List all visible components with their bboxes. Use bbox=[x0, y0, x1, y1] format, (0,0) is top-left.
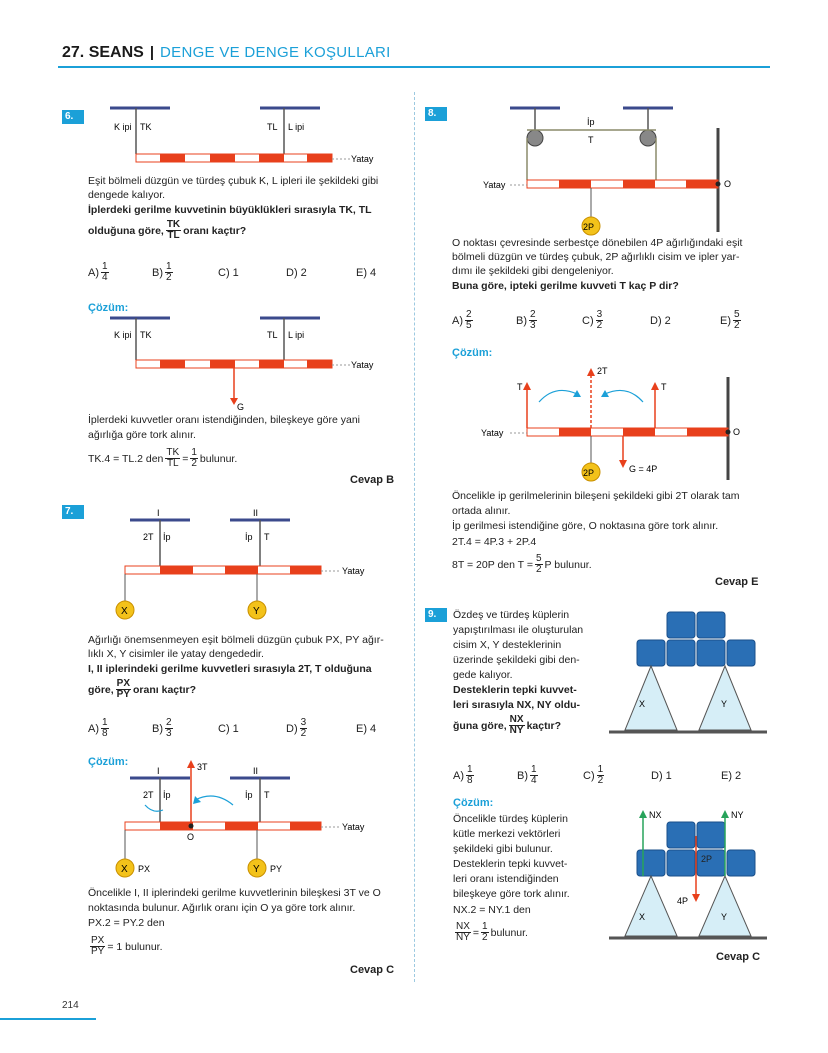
q8-text-1: O noktası çevresinde serbestçe dönebilen 4P ağırlığındaki eşit bbox=[452, 237, 743, 249]
q9-eq-num: NX bbox=[456, 921, 470, 932]
q8-opt-e-num: 5 bbox=[734, 309, 740, 320]
q9-eq-rn: 1 bbox=[482, 921, 488, 932]
q9-text-3: cisim X, Y desteklerinin bbox=[453, 639, 562, 651]
q9-figure bbox=[605, 610, 775, 745]
q6-option-c[interactable]: C) 1 bbox=[218, 266, 239, 279]
q6-sol-1: İplerdeki kuvvetler oranı istendiğinden, bileşkeye göre yani bbox=[88, 414, 360, 426]
q9-x: X bbox=[639, 699, 646, 709]
q9-sol-3: şekildeki gibi bulunur. bbox=[453, 843, 553, 855]
q8-option-b[interactable] bbox=[516, 310, 582, 331]
q9-opt-a-num: 1 bbox=[467, 764, 473, 775]
q9-opt-b-label: B) bbox=[517, 769, 528, 782]
sol-i-label: I bbox=[157, 766, 160, 776]
q6-options bbox=[88, 262, 376, 283]
footer-rule bbox=[0, 1018, 96, 1020]
sol-x: X bbox=[121, 864, 128, 875]
q6-eq-c: bulunur. bbox=[199, 452, 238, 465]
q9-b3b: kaçtır? bbox=[526, 719, 562, 732]
sol-k-ipi: K ipi bbox=[114, 330, 132, 340]
sol-t-left: T bbox=[517, 382, 523, 392]
q8-option-c[interactable] bbox=[582, 310, 650, 331]
q6-option-a[interactable] bbox=[88, 262, 152, 283]
q8-opt-c-den: 2 bbox=[596, 320, 603, 331]
q7-opt-a-label: A) bbox=[88, 722, 99, 735]
q7-opt-d-den: 2 bbox=[300, 728, 307, 739]
two-t-label: 2T bbox=[143, 532, 154, 542]
question-number-6: 6. bbox=[62, 110, 84, 124]
page-number: 214 bbox=[62, 1000, 79, 1011]
q6-equation bbox=[88, 448, 237, 469]
q7-opt-d-num: 3 bbox=[300, 717, 307, 728]
sol-q8-o: O bbox=[733, 427, 741, 437]
header-rule bbox=[58, 66, 770, 68]
q7-figure bbox=[115, 510, 395, 620]
q7-opt-a-num: 1 bbox=[102, 717, 108, 728]
sol-q8-2p: 2P bbox=[583, 468, 595, 478]
q9-sol-2: kütle merkezi vektörleri bbox=[453, 828, 561, 840]
q8-solution-title: Çözüm: bbox=[452, 347, 493, 359]
q6-eq-rd: 2 bbox=[191, 458, 197, 469]
sol-two-t: 2T bbox=[143, 790, 154, 800]
ny-label: NY bbox=[731, 810, 744, 820]
q7-eq-num: PX bbox=[91, 935, 105, 946]
q8-solution-figure bbox=[475, 362, 775, 482]
q6-eq-rn: 1 bbox=[191, 447, 197, 458]
q9-eq-rd: 2 bbox=[482, 932, 488, 943]
ii-label: II bbox=[253, 508, 259, 518]
sol-t-right: T bbox=[661, 382, 667, 392]
q6-text-1: Eşit bölmeli düzgün ve türdeş çubuk K, L ipleri ile şekildeki gibi bbox=[88, 175, 379, 187]
q8-t: T bbox=[588, 135, 594, 145]
q7-option-c[interactable]: C) 1 bbox=[218, 722, 239, 735]
q7-eq-b: = 1 bulunur. bbox=[107, 940, 163, 953]
q8-option-d[interactable]: D) 2 bbox=[650, 314, 671, 327]
q9-frac-num: NX bbox=[509, 714, 524, 725]
q8-opt-a-num: 2 bbox=[466, 309, 472, 320]
q8-text-2: bölmeli düzgün ve türdeş çubuk, 2P ağırlıklı cisim ve ipler yar- bbox=[452, 251, 740, 263]
tk-label: TK bbox=[140, 122, 152, 132]
q6-solution-figure bbox=[100, 310, 400, 410]
q9-options bbox=[453, 765, 741, 786]
q8-option-e[interactable] bbox=[720, 310, 743, 331]
q7-option-a[interactable] bbox=[88, 718, 152, 739]
q9-opt-c-label: C) bbox=[583, 769, 595, 782]
q7-opt-b-label: B) bbox=[152, 722, 163, 735]
column-divider bbox=[414, 92, 415, 982]
q9-text-2: yapıştırılması ile oluşturulan bbox=[453, 624, 584, 636]
q9-opt-c-num: 1 bbox=[597, 764, 604, 775]
rod bbox=[125, 822, 321, 830]
q9-option-b[interactable] bbox=[517, 765, 583, 786]
q6-text-2: dengede kalıyor. bbox=[88, 189, 166, 201]
q6-option-d[interactable]: D) 2 bbox=[286, 266, 307, 279]
y-ball-label: Y bbox=[253, 606, 260, 617]
yatay-label: Yatay bbox=[351, 154, 374, 164]
q8-opt-c-num: 3 bbox=[596, 309, 603, 320]
q6-answer: Cevap B bbox=[350, 474, 395, 486]
q6-opt-a-num: 1 bbox=[102, 261, 108, 272]
q9-sol-5: leri oranı istendiğinden bbox=[453, 873, 559, 885]
q6-opt-a-label: A) bbox=[88, 266, 99, 279]
q8-o: O bbox=[724, 179, 732, 189]
page-header bbox=[62, 44, 391, 62]
q8-equation bbox=[452, 554, 592, 575]
q7-question-1: I, II iplerindeki gerilme kuvvetleri sırasıyla 2T, T olduğuna bbox=[88, 663, 372, 675]
q8-eq-num: 5 bbox=[535, 553, 542, 564]
q8-eq-a: 8T = 20P den T = bbox=[452, 558, 533, 571]
q8-figure bbox=[475, 100, 775, 235]
q7-q2a: göre, bbox=[88, 683, 114, 696]
q6-option-e[interactable]: E) 4 bbox=[356, 266, 377, 279]
q9-frac-den: NY bbox=[509, 725, 524, 736]
q9-option-a[interactable] bbox=[453, 765, 517, 786]
header-separator: | bbox=[149, 44, 155, 61]
q9-opt-b-den: 4 bbox=[531, 775, 537, 786]
q9-sol-7: NX.2 = NY.1 den bbox=[453, 904, 531, 916]
q6-opt-b-label: B) bbox=[152, 266, 163, 279]
g-4p-label: G = 4P bbox=[629, 464, 658, 474]
q9-eq-c: bulunur. bbox=[490, 926, 528, 939]
q9-equation bbox=[453, 922, 528, 943]
q7-sol-2: noktasında bulunur. Ağırlık oranı için O ya göre tork alınır. bbox=[88, 902, 356, 914]
rod bbox=[527, 180, 718, 188]
q7-frac-den: PY bbox=[116, 689, 131, 700]
q8-opt-b-num: 2 bbox=[530, 309, 536, 320]
q8-sol-1: Öncelikle ip gerilmelerinin bileşeni şekildeki gibi 2T olarak tam bbox=[452, 490, 740, 502]
o-label: O bbox=[187, 832, 195, 842]
q6-q2a: olduğuna göre, bbox=[88, 224, 164, 237]
q9-eq-b: = bbox=[472, 926, 480, 939]
rod bbox=[125, 566, 321, 574]
q9-option-c[interactable] bbox=[583, 765, 651, 786]
sol-ip-1: İp bbox=[163, 790, 171, 800]
q7-options bbox=[88, 718, 376, 739]
q9-bold-1: Desteklerin tepki kuvvet- bbox=[453, 684, 577, 696]
rod bbox=[527, 428, 728, 436]
q9-solution-title: Çözüm: bbox=[453, 797, 494, 809]
q7-sol-3: PX.2 = PY.2 den bbox=[88, 917, 165, 929]
q7-frac-num: PX bbox=[116, 678, 131, 689]
q7-option-b[interactable] bbox=[152, 718, 218, 739]
g-label: G bbox=[237, 402, 245, 412]
q9-bold-3 bbox=[453, 715, 561, 736]
q9-text-1: Özdeş ve türdeş küplerin bbox=[453, 609, 570, 621]
l-ipi-label: L ipi bbox=[288, 122, 305, 132]
q6-eq-num: TK bbox=[166, 447, 180, 458]
sol-tl: TL bbox=[267, 330, 278, 340]
q8-opt-e-label: E) bbox=[720, 314, 731, 327]
q6-eq-b: = bbox=[182, 452, 189, 465]
q9-opt-a-den: 8 bbox=[467, 775, 473, 786]
q7-yatay: Yatay bbox=[342, 566, 365, 576]
sol-ii-label: II bbox=[253, 766, 259, 776]
q6-opt-b-den: 2 bbox=[166, 272, 172, 283]
q8-2p: 2P bbox=[583, 222, 595, 232]
q9-4p: 4P bbox=[677, 896, 689, 906]
question-number-9: 9. bbox=[425, 608, 447, 622]
q9-solution-figure bbox=[605, 808, 775, 943]
three-t-label: 3T bbox=[197, 762, 208, 772]
t-label: T bbox=[264, 532, 270, 542]
topic-title: DENGE VE DENGE KOŞULLARI bbox=[160, 44, 391, 61]
q7-text-1: Ağırlığı önemsenmeyen eşit bölmeli düzgün çubuk PX, PY ağır- bbox=[88, 634, 384, 646]
x-ball-label: X bbox=[121, 606, 128, 617]
q8-opt-c-label: C) bbox=[582, 314, 594, 327]
q8-options bbox=[452, 310, 743, 331]
q8-opt-a-label: A) bbox=[452, 314, 463, 327]
q9-text-5: gede kalıyor. bbox=[453, 669, 513, 681]
q7-sol-1: Öncelikle I, II iplerindeki gerilme kuvvetlerinin bileşkesi 3T ve O bbox=[88, 887, 381, 899]
q9-option-d[interactable]: D) 1 bbox=[651, 769, 672, 782]
q6-question-1: İplerdeki gerilme kuvvetinin büyüklükleri sırasıyla TK, TL bbox=[88, 204, 372, 216]
q7-opt-d-label: D) bbox=[286, 722, 298, 735]
q7-opt-a-den: 8 bbox=[102, 728, 108, 739]
px-label: PX bbox=[138, 864, 151, 874]
q6-frac bbox=[166, 220, 181, 241]
q9-opt-c-den: 2 bbox=[597, 775, 604, 786]
q6-eq-den: TL bbox=[166, 458, 179, 469]
q6-frac-den: TL bbox=[167, 230, 180, 241]
q6-q2b: oranı kaçtır? bbox=[183, 224, 247, 237]
q8-opt-e-den: 2 bbox=[734, 320, 740, 331]
q6-question-2 bbox=[88, 220, 246, 241]
ip-label-2: İp bbox=[245, 532, 253, 542]
q6-opt-b-num: 1 bbox=[166, 261, 172, 272]
question-number-7: 7. bbox=[62, 505, 84, 519]
q6-sol-2: ağırlığa göre tork alınır. bbox=[88, 429, 196, 441]
q6-frac-num: TK bbox=[166, 219, 181, 230]
sol-q9-x: X bbox=[639, 912, 646, 922]
q7-opt-b-den: 3 bbox=[166, 728, 172, 739]
q7-solution-title: Çözüm: bbox=[88, 756, 129, 768]
q6-solution-title: Çözüm: bbox=[88, 302, 129, 314]
py-label: PY bbox=[270, 864, 283, 874]
q9-sol-6: bileşkeye göre tork alınır. bbox=[453, 888, 570, 900]
q9-opt-a-label: A) bbox=[453, 769, 464, 782]
q6-eq-a: TK.4 = TL.2 den bbox=[88, 452, 164, 465]
q6-figure bbox=[100, 100, 400, 170]
sol-2t: 2T bbox=[597, 366, 608, 376]
q8-opt-b-den: 3 bbox=[530, 320, 536, 331]
q8-opt-a-den: 5 bbox=[466, 320, 472, 331]
q9-sol-1: Öncelikle türdeş küplerin bbox=[453, 813, 568, 825]
q8-eq-b: P bulunur. bbox=[544, 558, 592, 571]
rod bbox=[136, 154, 332, 162]
sol-l-ipi: L ipi bbox=[288, 330, 305, 340]
tl-label: TL bbox=[267, 122, 278, 132]
q8-ip: İp bbox=[587, 117, 595, 127]
rod bbox=[136, 360, 332, 368]
q9-bold-2: leri sırasıyla NX, NY oldu- bbox=[453, 699, 581, 711]
q9-option-e[interactable]: E) 2 bbox=[721, 769, 742, 782]
q9-text-4: üzerinde şekildeki gibi den- bbox=[453, 654, 580, 666]
sol-tk: TK bbox=[140, 330, 152, 340]
q6-option-b[interactable] bbox=[152, 262, 218, 283]
seans-label: 27. SEANS bbox=[62, 44, 144, 61]
q9-opt-b-num: 1 bbox=[531, 764, 537, 775]
nx-label: NX bbox=[649, 810, 662, 820]
q8-question: Buna göre, ipteki gerilme kuvveti T kaç P dir? bbox=[452, 280, 679, 292]
sol-yatay: Yatay bbox=[351, 360, 374, 370]
q7-equation bbox=[88, 936, 163, 957]
q7-answer: Cevap C bbox=[350, 964, 395, 976]
q7-option-d[interactable] bbox=[286, 718, 356, 739]
sol-q9-y: Y bbox=[721, 912, 728, 922]
q8-sol-4: 2T.4 = 4P.3 + 2P.4 bbox=[452, 536, 537, 548]
q8-yatay: Yatay bbox=[483, 180, 506, 190]
q9-eq-den: NY bbox=[456, 932, 470, 943]
ip-label-1: İp bbox=[163, 532, 171, 542]
q7-eq-den: PY bbox=[91, 946, 105, 957]
i-label: I bbox=[157, 508, 160, 518]
q8-opt-b-label: B) bbox=[516, 314, 527, 327]
q7-option-e[interactable]: E) 4 bbox=[356, 722, 377, 735]
q7-q2b: oranı kaçtır? bbox=[133, 683, 197, 696]
q6-opt-a-den: 4 bbox=[102, 272, 108, 283]
question-number-8: 8. bbox=[425, 107, 447, 121]
q8-sol-2: ortada alınır. bbox=[452, 505, 511, 517]
q9-answer: Cevap C bbox=[716, 951, 761, 963]
q9-2p: 2P bbox=[701, 854, 713, 864]
q8-text-3: dımı ile şekildeki gibi dengeleniyor. bbox=[452, 265, 614, 277]
q9-sol-4: Desteklerin tepki kuvvet- bbox=[453, 858, 568, 870]
sol-ip-2: İp bbox=[245, 790, 253, 800]
q7-opt-b-num: 2 bbox=[166, 717, 172, 728]
q7-text-2: lıklı X, Y cisimler ile yatay dengededir. bbox=[88, 648, 264, 660]
q7-question-2 bbox=[88, 679, 196, 700]
sol-q8-yatay: Yatay bbox=[481, 428, 504, 438]
q8-option-a[interactable] bbox=[452, 310, 516, 331]
k-ipi-label: K ipi bbox=[114, 122, 132, 132]
sol-t: T bbox=[264, 790, 270, 800]
q9-b3a: ğuna göre, bbox=[453, 719, 507, 732]
q8-answer: Cevap E bbox=[715, 576, 759, 588]
q8-eq-den: 2 bbox=[535, 564, 542, 575]
q7-solution-figure bbox=[115, 760, 405, 880]
q9-y: Y bbox=[721, 699, 728, 709]
sol-y: Y bbox=[253, 864, 260, 875]
q8-sol-3: İp gerilmesi istendiğine göre, O noktasına göre tork alınır. bbox=[452, 520, 719, 532]
sol-q7-yatay: Yatay bbox=[342, 822, 365, 832]
